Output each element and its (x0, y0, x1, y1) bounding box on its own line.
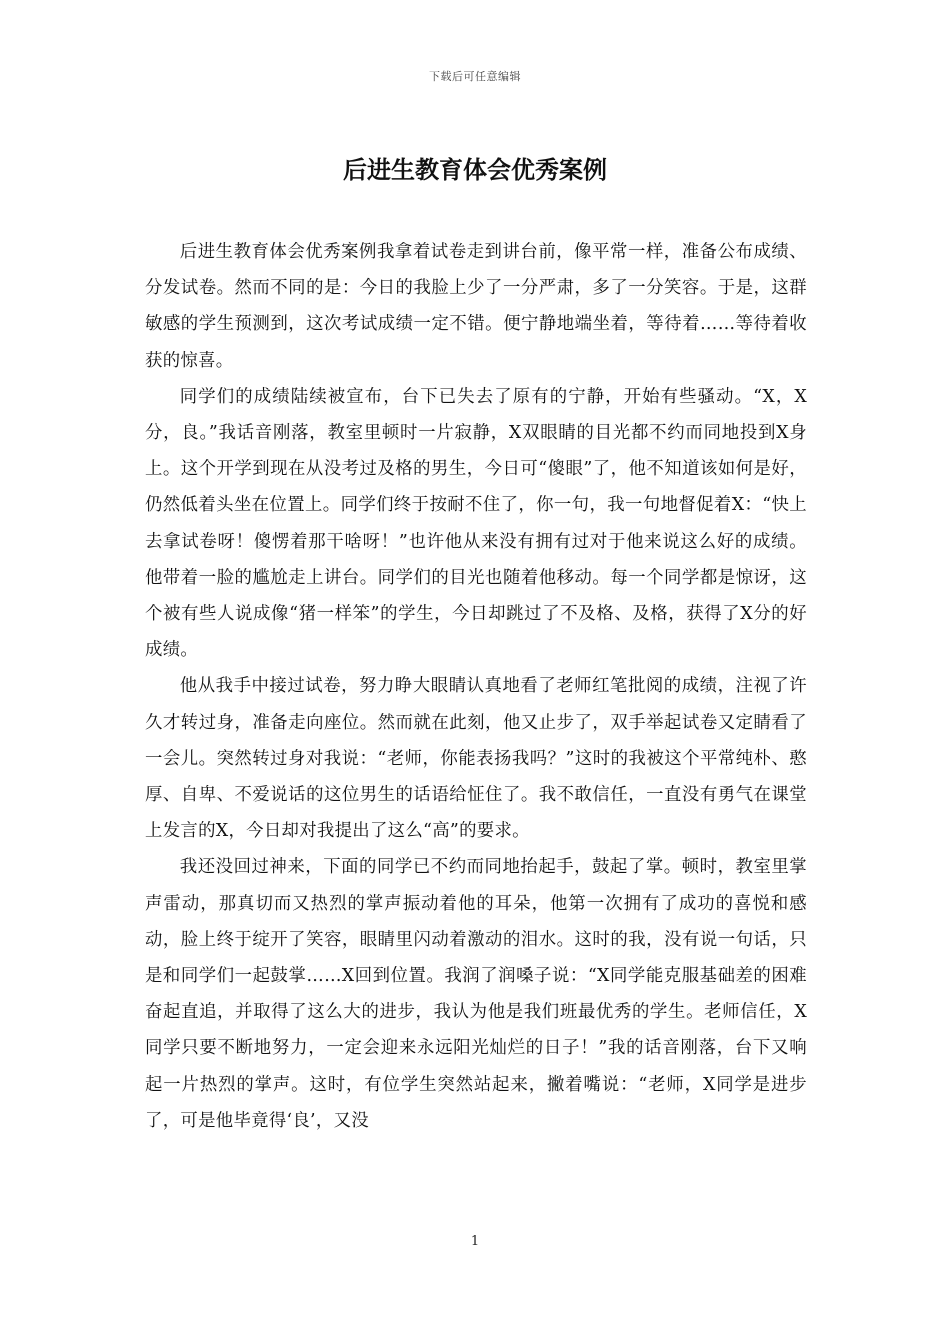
paragraph-2: 同学们的成绩陆续被宣布，台下已失去了原有的宁静，开始有些骚动。“X，X分，良。”我话音刚落，教室里顿时一片寂静，X双眼睛的目光都不约而同地投到X身上。这个开学到现在从没考过及格的男生，今日可“傻眼”了，他不知道该如何是好，仍然低着头坐在位置上。同学们终于按耐不住了，你一句，我一句地督促着X：“快上去拿试卷呀！傻愣着那干啥呀！”也许他从来没有拥有过对于他来说这么好的成绩。他带着一脸的尴尬走上讲台。同学们的目光也随着他移动。每一个同学都是惊讶，这个被有些人说成像“猪一样笨”的学生，今日却跳过了不及格、及格，获得了X分的好成绩。 (145, 386, 807, 661)
paragraph-4: 我还没回过神来，下面的同学已不约而同地抬起手，鼓起了掌。顿时，教室里掌声雷动，那真切而又热烈的掌声振动着他的耳朵，他第一次拥有了成功的喜悦和感动，脸上终于绽开了笑容，眼睛里闪动着激动的泪水。这时的我，没有说一句话，只是和同学们一起鼓掌……X回到位置。我润了润嗓子说：“X同学能克服基础差的困难奋起直追，并取得了这么大的进步，我认为他是我们班最优秀的学生。老师信任，X同学只要不断地努力，一定会迎来永远阳光灿烂的日子！”我的话音刚落，台下又响起一片热烈的掌声。这时，有位学生突然站起来，撇着嘴说：“老师，X同学是进步了，可是他毕竟得‘良’，又没 (145, 857, 807, 1131)
document-body (145, 234, 807, 1139)
paragraph-1: 后进生教育体会优秀案例我拿着试卷走到讲台前，像平常一样，准备公布成绩、分发试卷。然而不同的是：今日的我脸上少了一分严肃，多了一分笑容。于是，这群敏感的学生预测到，这次考试成绩一定不错。便宁静地端坐着，等待着……等待着收获的惊喜。 (145, 242, 807, 371)
header-note: 下载后可任意编辑 (429, 70, 521, 83)
paragraph-3: 他从我手中接过试卷，努力睁大眼睛认真地看了老师红笔批阅的成绩，注视了许久才转过身，准备走向座位。然而就在此刻，他又止步了，双手举起试卷又定睛看了一会儿。突然转过身对我说：“老师，你能表扬我吗？”这时的我被这个平常纯朴、憨厚、自卑、不爱说话的这位男生的话语给怔住了。我不敢信任，一直没有勇气在课堂上发言的X，今日却对我提出了这么“高”的要求。 (145, 676, 807, 842)
page-number: 1 (470, 1234, 480, 1249)
document-title: 后进生教育体会优秀案例 (343, 156, 607, 184)
